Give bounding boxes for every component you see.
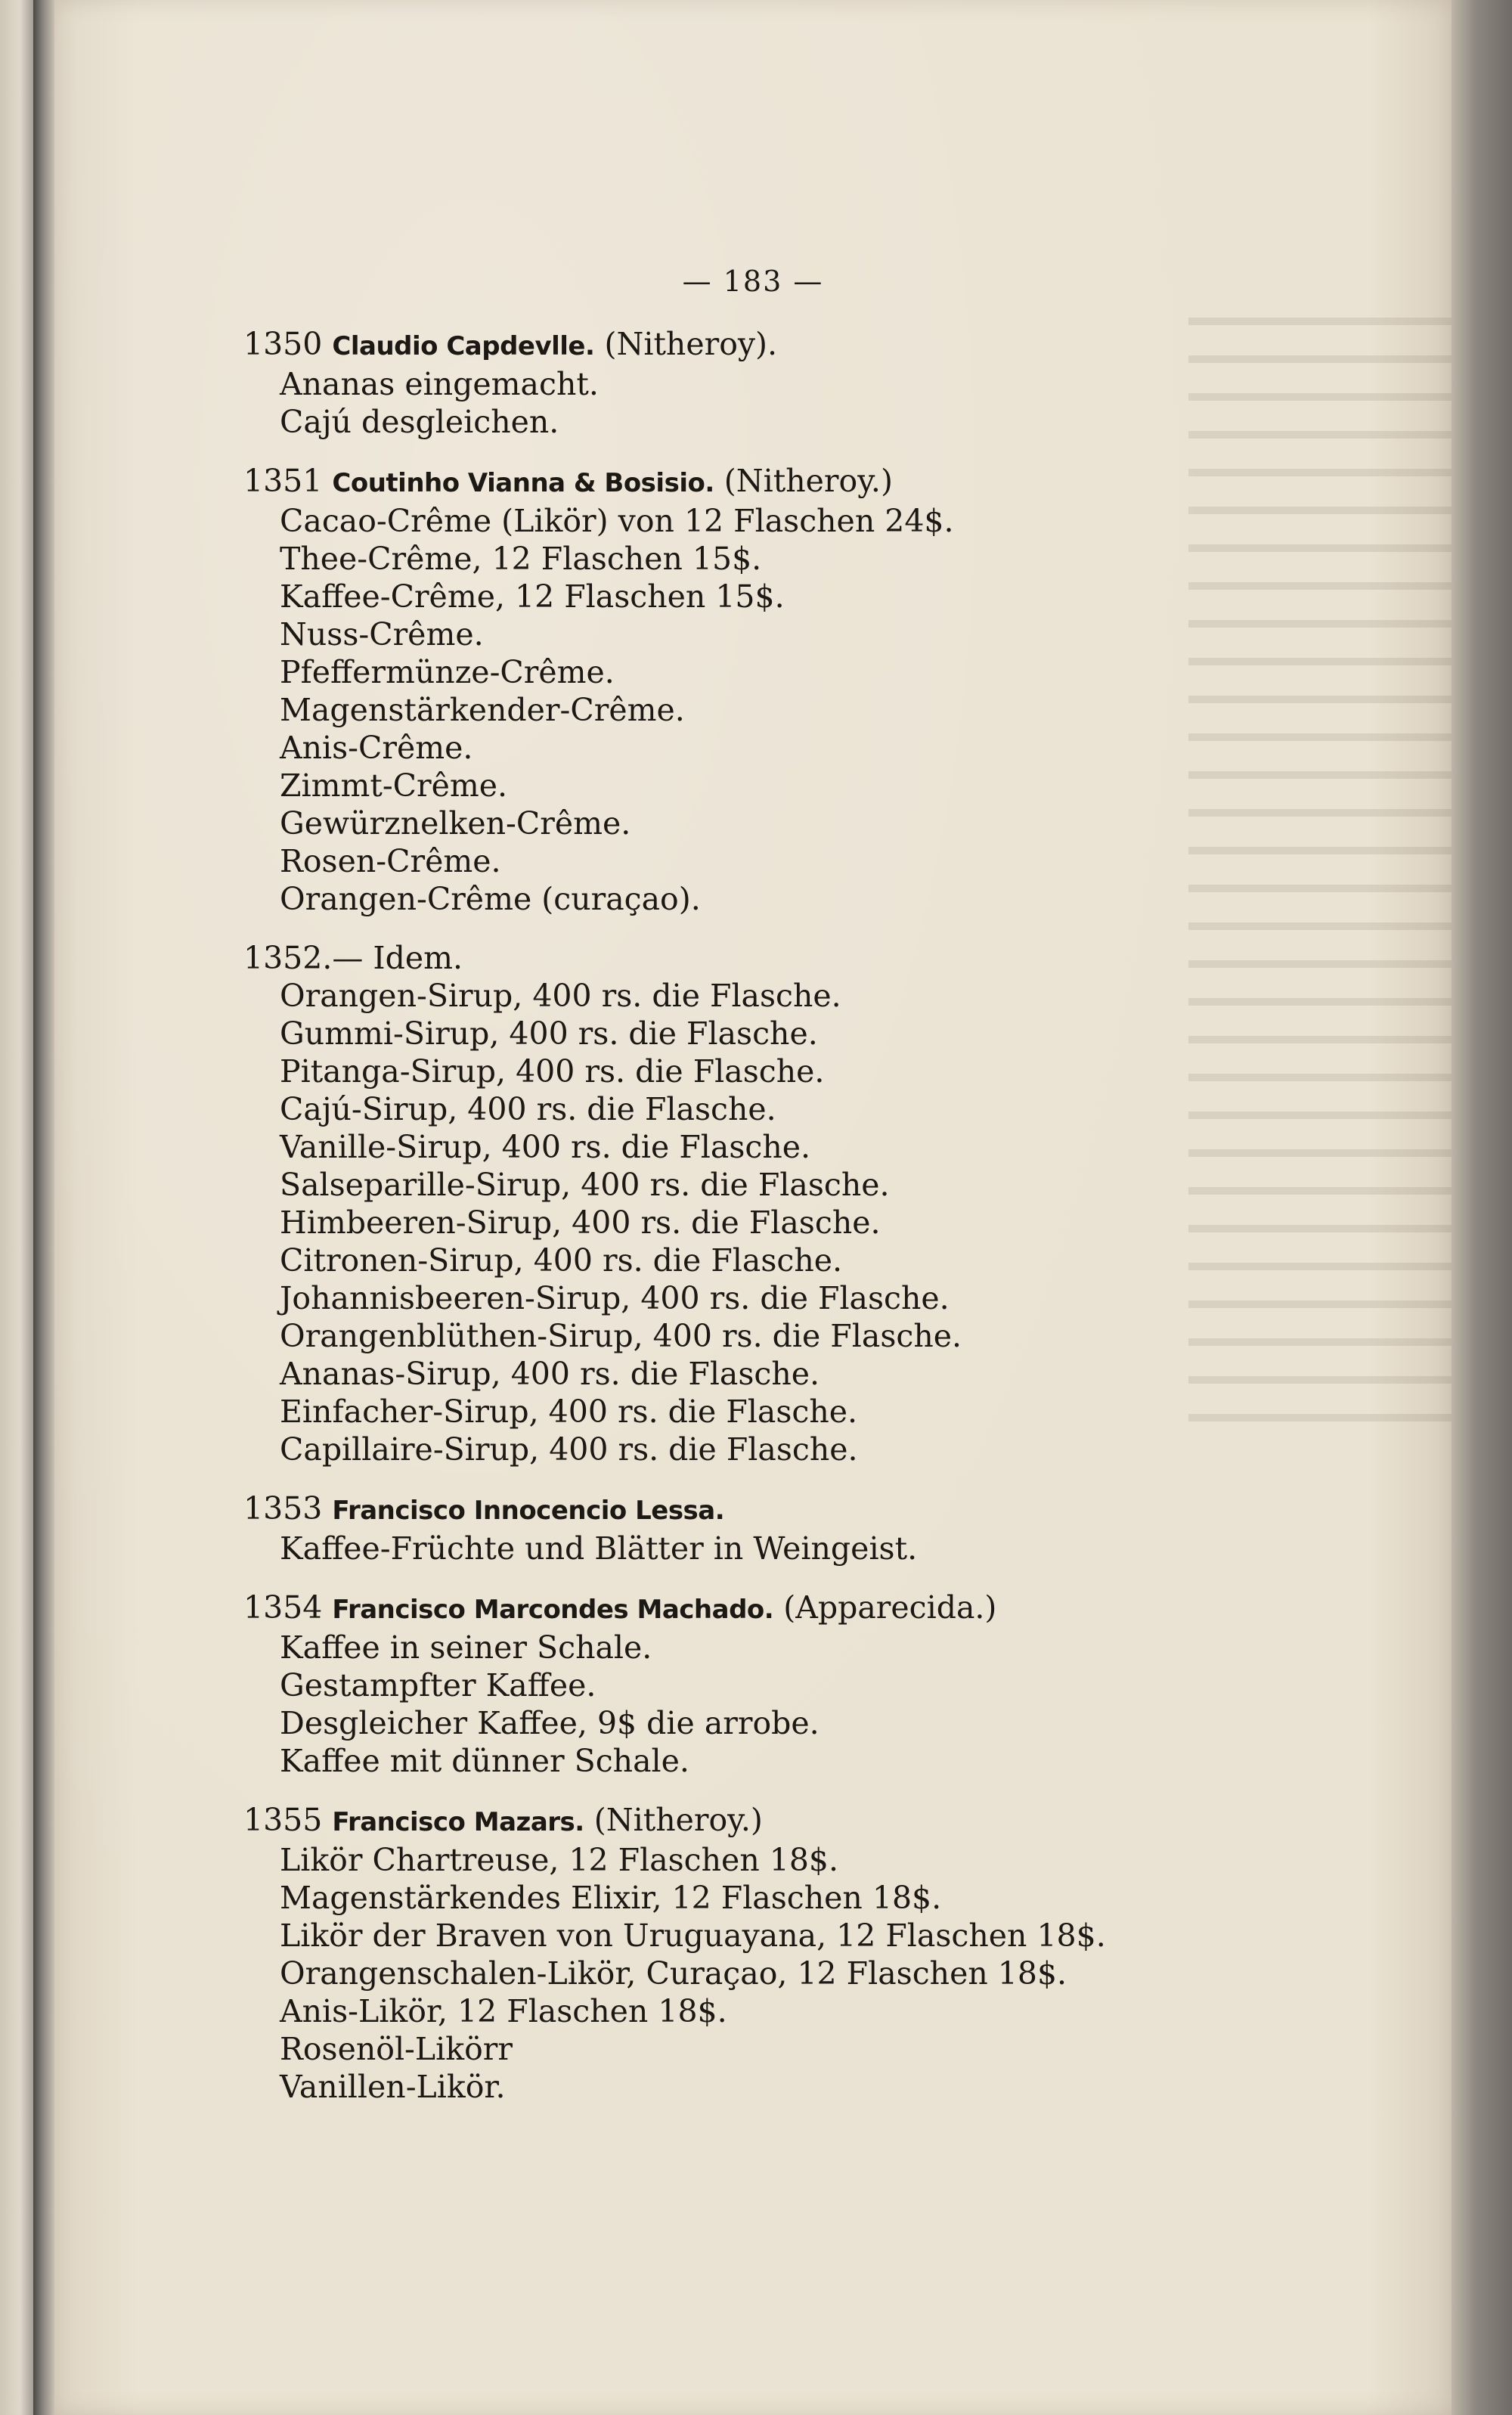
product-line: Kaffee-Früchte und Blätter in Weingeist.: [280, 1530, 918, 1567]
product-line: Orangenblüthen-Sirup, 400 rs. die Flasche.: [280, 1318, 962, 1354]
product-line: Rosenöl-Likörr: [280, 2031, 513, 2067]
product-line: Anis-Crême.: [280, 730, 473, 766]
product-line: Likör der Braven von Uruguayana, 12 Flaschen 18$.: [280, 1917, 1106, 1954]
exhibitor-place: (Nitheroy.): [723, 463, 893, 499]
product-line: Zimmt-Crême.: [280, 767, 508, 804]
page-stack-edge: [1452, 0, 1512, 2415]
exhibitor-name: Claudio Capdevlle.: [332, 331, 595, 361]
product-line: Cajú desgleichen.: [280, 404, 559, 440]
entry-number: 1352.—: [243, 940, 364, 976]
entry-heading: [243, 1490, 1408, 1530]
product-line: Rosen-Crême.: [280, 843, 501, 879]
product-line: Desgleicher Kaffee, 9$ die arrobe.: [280, 1705, 820, 1741]
entry-heading: [243, 325, 1408, 365]
product-line: Vanille-Sirup, 400 rs. die Flasche.: [280, 1129, 811, 1165]
exhibitor-entry: [243, 462, 1408, 918]
facing-page-edge: [0, 0, 33, 2415]
product-line: Salseparille-Sirup, 400 rs. die Flasche.: [280, 1167, 890, 1203]
page-number: — 183 —: [682, 265, 824, 298]
exhibitor-place: (Nitheroy).: [604, 326, 778, 362]
product-line: Anis-Likör, 12 Flaschen 18$.: [280, 1993, 727, 2029]
product-line: Pfeffermünze-Crême.: [280, 654, 615, 690]
entry-heading: [243, 1801, 1408, 1841]
exhibitor-list: [243, 325, 1408, 2127]
exhibitor-name: Coutinho Vianna & Bosisio.: [332, 468, 714, 498]
exhibitor-entry: [243, 1589, 1408, 1780]
exhibitor-entry: [243, 1490, 1408, 1567]
product-line: Vanillen-Likör.: [280, 2069, 506, 2105]
product-line: Thee-Crême, 12 Flaschen 15$.: [280, 541, 762, 577]
exhibitor-place: Idem.: [373, 940, 463, 976]
exhibitor-name: Francisco Innocencio Lessa.: [332, 1496, 725, 1526]
book-page: [54, 0, 1452, 2415]
product-line: Citronen-Sirup, 400 rs. die Flasche.: [280, 1242, 843, 1279]
product-line: Magenstärkender-Crême.: [280, 692, 685, 728]
exhibitor-name: Francisco Marcondes Machado.: [332, 1595, 774, 1625]
product-line: Ananas-Sirup, 400 rs. die Flasche.: [280, 1356, 820, 1392]
product-line: Orangen-Crême (curaçao).: [280, 881, 701, 917]
product-line: Johannisbeeren-Sirup, 400 rs. die Flasche.: [280, 1280, 950, 1316]
exhibitor-entry: [243, 1801, 1408, 2106]
product-line: Kaffee mit dünner Schale.: [280, 1743, 689, 1779]
product-line: Cacao-Crême (Likör) von 12 Flaschen 24$.: [280, 503, 954, 539]
product-line: Gewürznelken-Crême.: [280, 805, 631, 842]
exhibitor-entry: [243, 939, 1408, 1468]
exhibitor-place: (Apparecida.): [783, 1589, 997, 1626]
entry-heading: [243, 939, 1408, 977]
entry-heading: [243, 1589, 1408, 1629]
product-line: Kaffee in seiner Schale.: [280, 1629, 652, 1666]
product-line: Likör Chartreuse, 12 Flaschen 18$.: [280, 1842, 839, 1878]
product-line: Cajú-Sirup, 400 rs. die Flasche.: [280, 1091, 776, 1127]
product-line: Gestampfter Kaffee.: [280, 1667, 596, 1704]
product-line: Nuss-Crême.: [280, 616, 484, 653]
entry-number: 1355: [243, 1802, 323, 1838]
entry-number: 1351: [243, 463, 323, 499]
product-line: Orangenschalen-Likör, Curaçao, 12 Flaschen 18$.: [280, 1955, 1067, 1992]
product-line: Capillaire-Sirup, 400 rs. die Flasche.: [280, 1431, 858, 1468]
exhibitor-entry: [243, 325, 1408, 441]
product-line: Einfacher-Sirup, 400 rs. die Flasche.: [280, 1394, 858, 1430]
book-gutter: [33, 0, 54, 2415]
exhibitor-place: (Nitheroy.): [593, 1802, 763, 1838]
entry-heading: [243, 462, 1408, 502]
product-line: Kaffee-Crême, 12 Flaschen 15$.: [280, 578, 785, 615]
product-line: Himbeeren-Sirup, 400 rs. die Flasche.: [280, 1204, 881, 1241]
product-line: Orangen-Sirup, 400 rs. die Flasche.: [280, 978, 841, 1014]
exhibitor-name: Francisco Mazars.: [332, 1807, 584, 1837]
entry-number: 1354: [243, 1589, 323, 1626]
entry-number: 1353: [243, 1490, 323, 1527]
page-content: [54, 0, 1452, 2415]
product-line: Magenstärkendes Elixir, 12 Flaschen 18$.: [280, 1880, 942, 1916]
product-line: Ananas eingemacht.: [280, 366, 599, 402]
product-line: Gummi-Sirup, 400 rs. die Flasche.: [280, 1015, 818, 1052]
entry-number: 1350: [243, 326, 323, 362]
product-line: Pitanga-Sirup, 400 rs. die Flasche.: [280, 1053, 825, 1090]
